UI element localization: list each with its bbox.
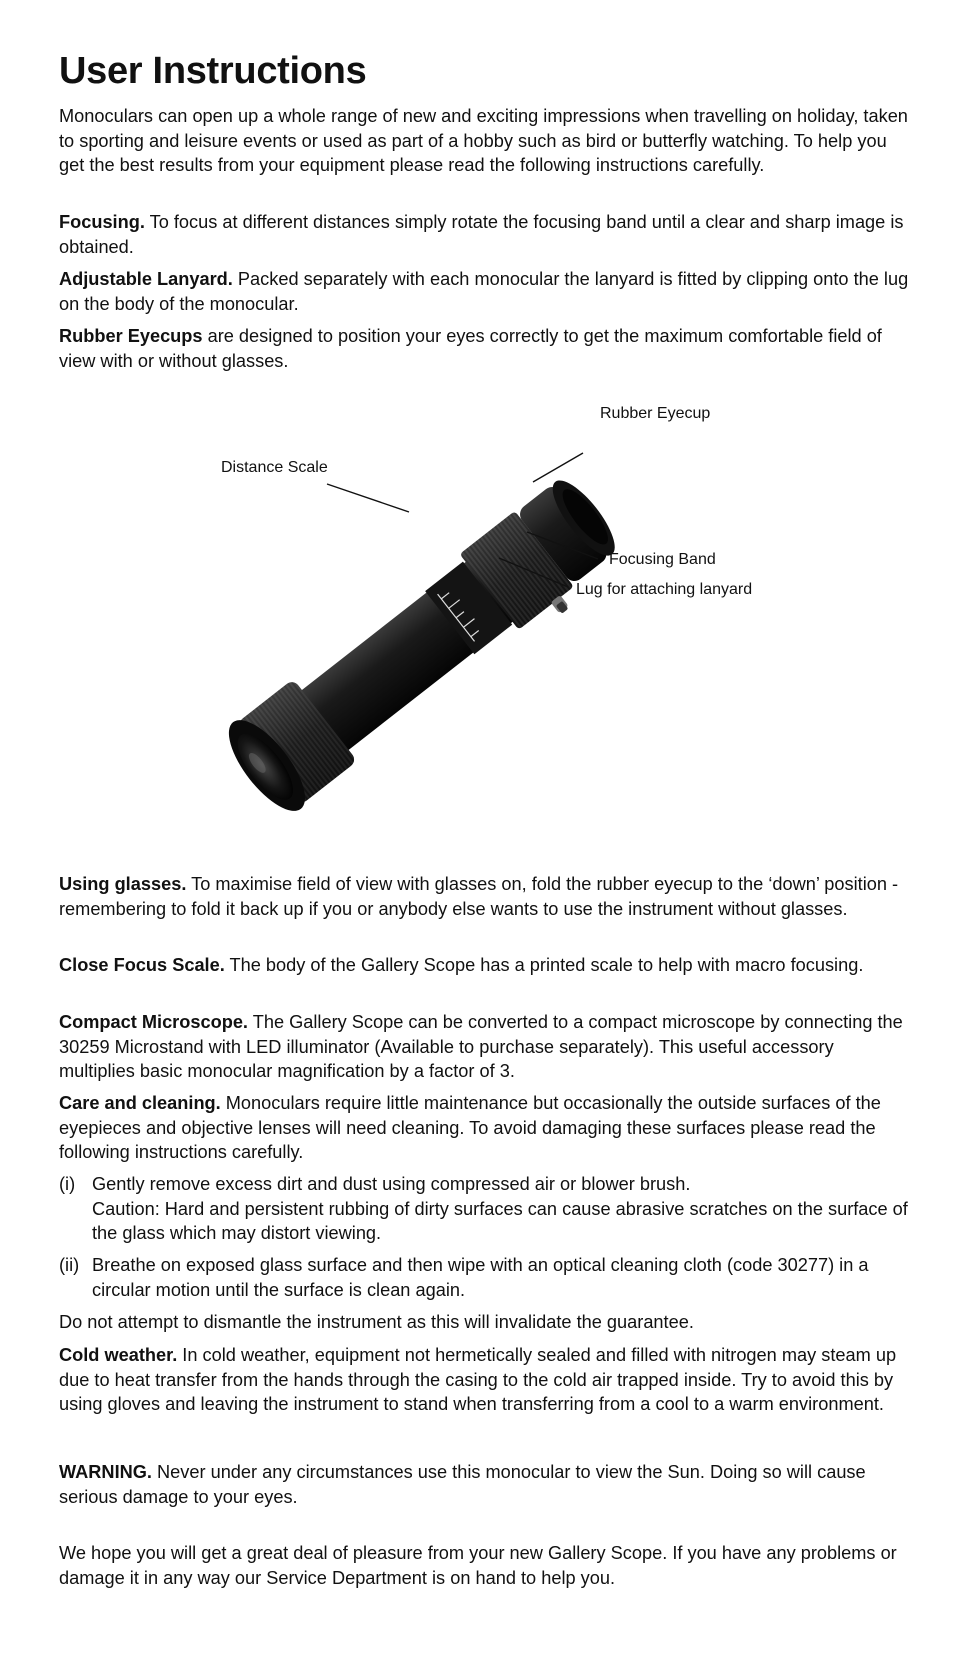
care-step-1 [59, 1172, 909, 1246]
cold-weather-heading: Cold weather. [59, 1345, 178, 1365]
label-rubber-eyecup: Rubber Eyecup [600, 405, 711, 422]
label-distance-scale: Distance Scale [221, 459, 328, 476]
cold-weather-text: In cold weather, equipment not hermetically sealed and filled with nitrogen may steam up due to heat transfer from the hands through the casing to the cold air trapped inside. Try to avoid this by using gloves and leaving the instrument to stand when transferring from a cool to a warm environment. [59, 1345, 897, 1414]
care-step-number: (ii) [59, 1255, 80, 1275]
care-text: Monoculars require little maintenance but occasionally the outside surfaces of the eyepieces and objective lenses will need cleaning. To avoid damaging these surfaces please read the following instructions carefully. [59, 1093, 881, 1162]
care-step-text: Gently remove excess dirt and dust using compressed air or blower brush. [92, 1174, 691, 1194]
label-lug: Lug for attaching lanyard [576, 581, 753, 598]
care-paragraph [59, 1091, 909, 1165]
eyecups-text: are designed to position your eyes correctly to get the maximum comfortable field of view with or without glasses. [59, 326, 882, 371]
cold-weather-paragraph [59, 1343, 909, 1417]
care-heading: Care and cleaning. [59, 1093, 221, 1113]
warning-heading: WARNING. [59, 1462, 152, 1482]
dismantle-paragraph: Do not attempt to dismantle the instrument as this will invalidate the guarantee. [59, 1312, 694, 1332]
microscope-section [59, 1010, 909, 1084]
dismantle-section [59, 1310, 909, 1335]
focusing-heading: Focusing. [59, 212, 145, 232]
monocular-body [216, 465, 635, 815]
label-focusing-band: Focusing Band [609, 551, 716, 568]
close-focus-text: The body of the Gallery Scope has a printed scale to help with macro focusing. [224, 955, 864, 975]
care-section [59, 1091, 909, 1165]
warning-section [59, 1460, 909, 1509]
page-title: User Instructions [59, 50, 367, 92]
glasses-text: To maximise field of view with glasses on, fold the rubber eyecup to the ‘down’ position - remembering to fold it back up if you or anybody else wants to use the instrument without glasses. [59, 874, 899, 919]
microscope-heading: Compact Microscope. [59, 1012, 248, 1032]
lanyard-heading: Adjustable Lanyard. [59, 269, 233, 289]
close-focus-heading: Close Focus Scale. [59, 955, 225, 975]
focusing-text: To focus at different distances simply rotate the focusing band until a clear and sharp image is obtained. [59, 212, 904, 257]
cold-weather-section [59, 1343, 909, 1417]
monocular-figure [59, 405, 909, 815]
lanyard-section [59, 267, 909, 316]
eyecups-heading: Rubber Eyecups [59, 326, 203, 346]
glasses-section [59, 872, 909, 921]
close-focus-section [59, 953, 909, 978]
glasses-heading: Using glasses. [59, 874, 187, 894]
close-focus-paragraph [59, 953, 909, 978]
focusing-paragraph [59, 210, 909, 259]
eyecups-section [59, 324, 909, 373]
warning-paragraph [59, 1460, 909, 1509]
lanyard-text: Packed separately with each monocular the lanyard is fitted by clipping onto the lug on the body of the monocular. [59, 269, 909, 314]
lanyard-paragraph [59, 267, 909, 316]
closing-section [59, 1541, 909, 1590]
care-step-text: Breathe on exposed glass surface and then wipe with an optical cleaning cloth (code 30277) in a circular motion until the surface is clean again. [92, 1255, 869, 1300]
intro-paragraph: Monoculars can open up a whole range of new and exciting impressions when travelling on holiday, taken to sporting and leisure events or used as part of a hobby such as bird or butterfly watching. To help you get the best results from your equipment please read the following instructions carefully. [59, 106, 908, 175]
warning-text: Never under any circumstances use this monocular to view the Sun. Doing so will cause serious damage to your eyes. [59, 1462, 866, 1507]
monocular-illustration [59, 415, 909, 815]
eyecups-paragraph [59, 324, 909, 373]
microscope-text: The Gallery Scope can be converted to a compact microscope by connecting the 30259 Microstand with LED illuminator (Available to purchase separately). This useful accessory multiplies basic monocular magnification by a factor of 3. [59, 1012, 903, 1081]
microscope-paragraph [59, 1010, 909, 1084]
glasses-paragraph [59, 872, 909, 921]
closing-paragraph: We hope you will get a great deal of pleasure from your new Gallery Scope. If you have any problems or damage it in any way our Service Department is on hand to help you. [59, 1543, 897, 1588]
care-step-number: (i) [59, 1174, 76, 1194]
focusing-section [59, 210, 909, 259]
care-step-2 [59, 1253, 909, 1302]
care-step-caution: Caution: Hard and persistent rubbing of dirty surfaces can cause abrasive scratches on the surface of the glass which may distort viewing. [92, 1198, 908, 1243]
intro-section [59, 104, 909, 178]
